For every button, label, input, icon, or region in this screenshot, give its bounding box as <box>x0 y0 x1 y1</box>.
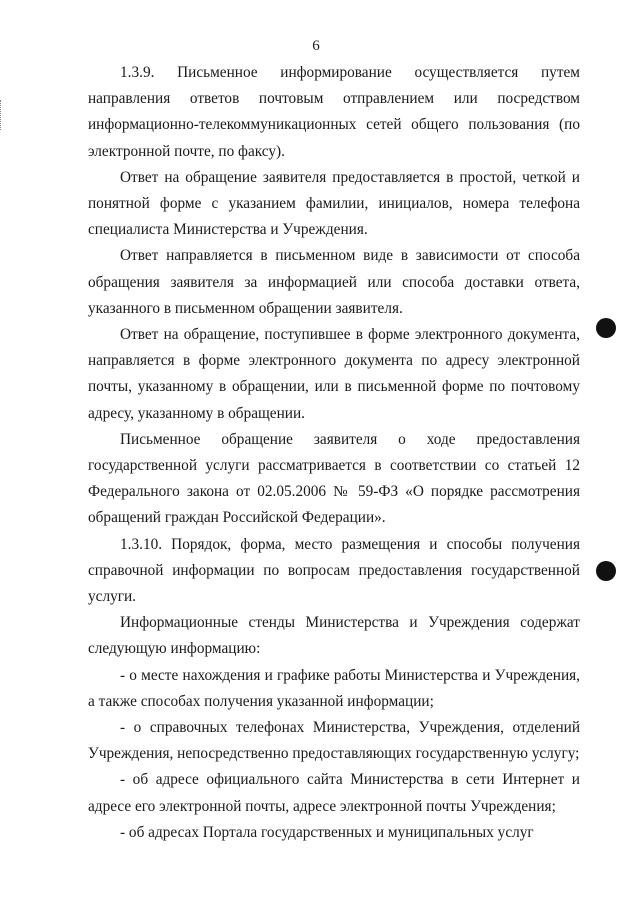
list-item-location: - о месте нахождения и графике работы Министерства и Учреждения, а также способах получения указанной информации; <box>88 666 580 710</box>
document-body <box>88 60 580 846</box>
punch-hole-mark <box>596 561 616 581</box>
paragraph-answer-method: Ответ направляется в письменном виде в зависимости от способа обращения заявителя за информацией или способа доставки ответа, указанного в письменном обращении заявителя. <box>88 247 580 317</box>
paragraph-1-3-9: 1.3.9. Письменное информирование осуществляется путем направления ответов почтовым отправлением или посредством информационно-телекоммуникационных сетей общего пользования (по электронной почте, по факсу). <box>88 64 580 160</box>
list-item-website: - об адресе официального сайта Министерства в сети Интернет и адресе его электронной почты, адресе электронной почты Учреждения; <box>88 771 580 815</box>
scan-edge-mark <box>0 100 4 130</box>
paragraph-info-stands: Информационные стенды Министерства и Учреждения содержат следующую информацию: <box>88 614 580 658</box>
paragraph-answer-form: Ответ на обращение заявителя предоставляется в простой, четкой и понятной форме с указанием фамилии, инициалов, номера телефона специалиста Министерства и Учреждения. <box>88 168 580 239</box>
paragraph-electronic-answer: Ответ на обращение, поступившее в форме электронного документа, направляется в форме электронного документа по адресу электронной почты, указанному в обращении, или в письменной форме по почтовому адресу, указанному в обращении. <box>88 326 580 422</box>
paragraph-1-3-10: 1.3.10. Порядок, форма, место размещения и способы получения справочной информации по вопросам предоставления государственной услуги. <box>88 535 580 606</box>
paragraph-written-appeal: Письменное обращение заявителя о ходе предоставления государственной услуги рассматривается в соответствии со статьей 12 Федерального закона от 02.05.2006 № 59-ФЗ «О порядке рассмотрения обращений граждан Российской Федерации». <box>88 430 580 527</box>
punch-hole-mark <box>596 318 616 338</box>
page-number: 6 <box>312 38 320 54</box>
list-item-phones: - о справочных телефонах Министерства, Учреждения, отделений Учреждения, непосредственно предоставляющих государственную услугу; <box>88 719 580 763</box>
list-item-portal: - об адресах Портала государственных и муниципальных услуг <box>120 823 534 841</box>
